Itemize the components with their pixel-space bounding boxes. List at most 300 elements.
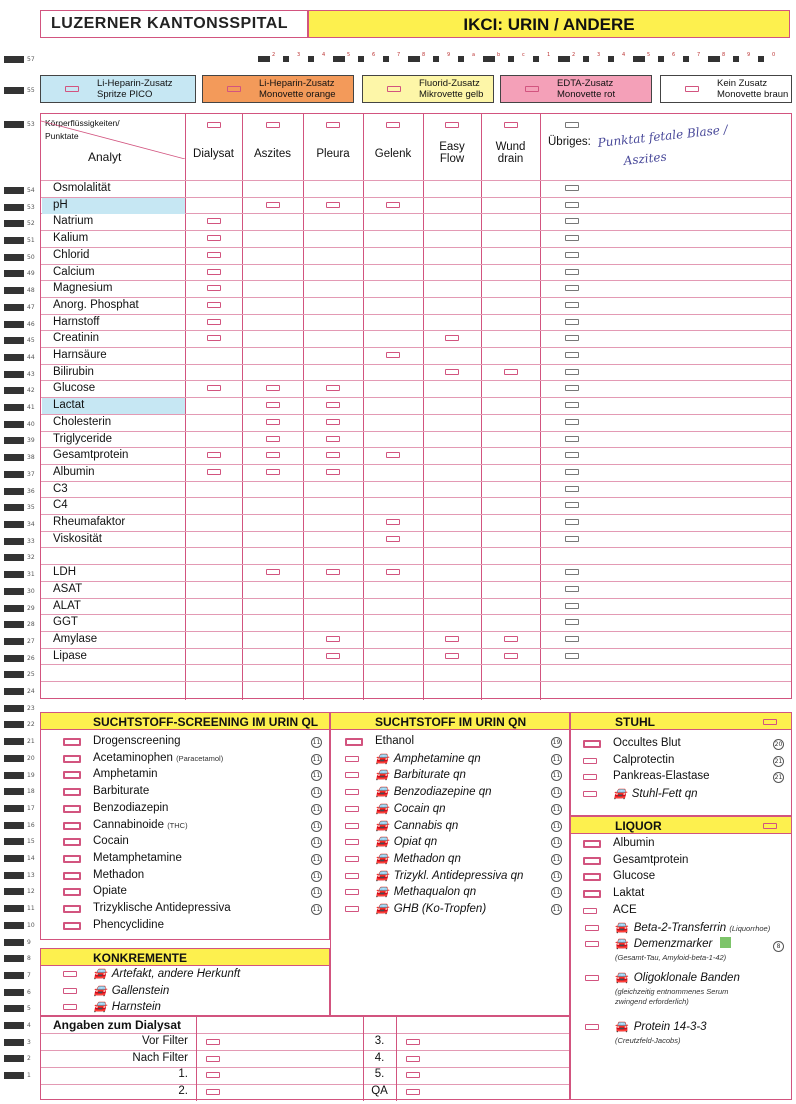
tube-checkbox[interactable] — [65, 86, 79, 92]
margin-number: 40 — [27, 421, 35, 428]
analyte-label: C4 — [53, 499, 68, 511]
dialysat-column-divider — [196, 1017, 197, 1101]
strip-bar — [733, 56, 739, 62]
analyte-checkbox[interactable] — [266, 202, 280, 208]
analyte-checkbox[interactable] — [565, 335, 579, 341]
row-divider — [41, 564, 791, 565]
margin-mark — [4, 287, 24, 294]
liquor-item — [613, 887, 644, 899]
transport-icon: 🚘 — [93, 968, 107, 980]
margin-number: 6 — [27, 989, 31, 996]
konkremente-checkbox[interactable] — [63, 1004, 77, 1010]
screening-qn-checkbox[interactable] — [345, 806, 359, 812]
analyte-checkbox[interactable] — [445, 335, 459, 341]
margin-number: 24 — [27, 688, 35, 695]
margin-number: 39 — [27, 437, 35, 444]
screening-ql-checkbox[interactable] — [63, 838, 81, 846]
analyte-checkbox[interactable] — [565, 636, 579, 642]
column-checkbox[interactable] — [504, 122, 518, 128]
transport-icon: 🚘 — [93, 1001, 107, 1014]
transport-icon: 🚘 — [375, 886, 389, 899]
analyte-checkbox[interactable] — [266, 452, 280, 458]
analyte-checkbox[interactable] — [266, 385, 280, 391]
analyte-checkbox[interactable] — [386, 452, 400, 458]
margin-mark — [4, 772, 24, 779]
stuhl-number: 21 — [774, 757, 783, 765]
row-divider — [41, 631, 791, 632]
screening-qn-number: 11 — [552, 755, 561, 763]
screening-qn-label: Opiat qn — [393, 836, 438, 849]
column-checkbox[interactable] — [445, 122, 459, 128]
tube-checkbox[interactable] — [387, 86, 401, 92]
dialysat-left-checkbox[interactable] — [206, 1056, 220, 1062]
analyte-checkbox[interactable] — [326, 402, 340, 408]
screening-qn-label: Amphetamine qn — [393, 752, 481, 765]
analyte-label: Chlorid — [53, 249, 90, 261]
strip-bar — [583, 56, 589, 62]
dialysat-left-label: Nach Filter — [132, 1051, 188, 1064]
analyte-checkbox[interactable] — [565, 402, 579, 408]
row-divider — [41, 347, 791, 348]
analyte-checkbox[interactable] — [386, 569, 400, 575]
analyte-checkbox[interactable] — [565, 385, 579, 391]
liquor-title: LIQUOR — [571, 817, 791, 834]
analyte-checkbox[interactable] — [207, 285, 221, 291]
screening-qn-checkbox[interactable] — [345, 839, 359, 845]
screening-ql-number: 11 — [312, 889, 321, 897]
margin-mark — [4, 421, 24, 428]
column-header-line-2: drain — [497, 153, 524, 165]
margin-number: 29 — [27, 605, 35, 612]
column-header — [242, 148, 303, 160]
analyte-checkbox[interactable] — [207, 469, 221, 475]
konkremente-title: KONKREMENTE — [41, 949, 329, 966]
screening-qn-label: GHB (Ko-Tropfen) — [393, 903, 487, 915]
screening-ql-label: Cannabinoide — [93, 818, 164, 831]
liquor-checkbox[interactable] — [583, 840, 601, 848]
margin-number: 17 — [27, 805, 35, 812]
screening-ql-checkbox[interactable] — [63, 788, 81, 796]
screening-ql-number: 11 — [312, 755, 321, 763]
screening-qn-checkbox[interactable] — [345, 756, 359, 762]
analyte-checkbox[interactable] — [565, 502, 579, 508]
analyte-checkbox[interactable] — [207, 319, 221, 325]
screening-ql-label: Barbiturate — [93, 785, 150, 798]
analyte-checkbox[interactable] — [565, 352, 579, 358]
liquor-checkbox[interactable] — [583, 890, 601, 898]
column-header — [423, 141, 481, 165]
konkremente-item — [93, 967, 240, 980]
analyte-checkbox[interactable] — [565, 436, 579, 442]
screening-ql-checkbox[interactable] — [63, 805, 81, 813]
strip-bar — [308, 56, 314, 62]
analyte-checkbox[interactable] — [445, 369, 459, 375]
analyte-checkbox[interactable] — [266, 569, 280, 575]
analyte-checkbox[interactable] — [565, 252, 579, 258]
analyte-checkbox[interactable] — [504, 369, 518, 375]
margin-number: 57 — [27, 56, 35, 63]
analyte-label: GGT — [53, 616, 78, 628]
analyte-checkbox[interactable] — [565, 569, 579, 575]
dialysat-right-checkbox[interactable] — [406, 1056, 420, 1062]
screening-qn-checkbox[interactable] — [345, 823, 359, 829]
analyte-checkbox[interactable] — [504, 636, 518, 642]
analyte-checkbox[interactable] — [565, 218, 579, 224]
stuhl-checkbox[interactable] — [583, 774, 597, 780]
strip-number: 1 — [547, 52, 551, 58]
strip-number: 6 — [672, 52, 676, 58]
margin-number: 34 — [27, 521, 35, 528]
margin-number: 49 — [27, 270, 35, 277]
liquor-beta2-label: Beta-2-Transferrin — [633, 922, 727, 934]
analyte-checkbox[interactable] — [326, 202, 340, 208]
margin-mark — [4, 989, 24, 996]
hospital-name: LUZERNER KANTONSSPITAL — [40, 10, 308, 38]
liquor-demenz-number: 8 — [773, 941, 784, 952]
screening-qn-number: 19 — [552, 739, 561, 746]
analyte-label: Calcium — [53, 266, 95, 278]
strip-number: 4 — [322, 52, 326, 58]
analyte-label: Viskosität — [53, 533, 103, 545]
analyte-checkbox[interactable] — [326, 419, 340, 425]
dialysat-right-checkbox[interactable] — [406, 1089, 420, 1095]
row-divider — [41, 547, 791, 548]
screening-qn-checkbox[interactable] — [345, 889, 359, 895]
strip-number: 2 — [572, 52, 576, 58]
analyte-checkbox[interactable] — [565, 519, 579, 525]
strip-bar — [458, 56, 464, 62]
strip-number: 7 — [697, 52, 701, 58]
analyte-checkbox[interactable] — [326, 469, 340, 475]
analyte-checkbox[interactable] — [266, 436, 280, 442]
margin-mark — [4, 872, 24, 879]
analyte-checkbox[interactable] — [326, 436, 340, 442]
liquor-demenz-label: Demenzmarker — [633, 938, 713, 950]
analyte-checkbox[interactable] — [565, 586, 579, 592]
transport-icon: 🚘 — [375, 869, 389, 882]
tube-line-1: Fluorid-Zusatz — [419, 78, 480, 89]
transport-icon: 🚘 — [375, 786, 389, 799]
margin-number: 41 — [27, 404, 35, 411]
stuhl-checkbox[interactable] — [583, 740, 601, 748]
liquor-checkbox[interactable] — [583, 873, 601, 881]
margin-mark — [4, 220, 24, 227]
analyte-checkbox[interactable] — [326, 385, 340, 391]
screening-ql-label: Drogenscreening — [93, 735, 181, 747]
screening-ql-item — [93, 852, 182, 864]
konkremente-label: Artefakt, andere Herkunft — [111, 968, 241, 980]
screening-ql-sub: (THC) — [167, 820, 188, 830]
analyte-checkbox[interactable] — [207, 252, 221, 258]
margin-mark — [4, 955, 24, 962]
screening-qn-checkbox[interactable] — [345, 873, 359, 879]
liquor-all-checkbox[interactable] — [763, 823, 777, 829]
margin-number: 42 — [27, 387, 35, 394]
screening-ql-checkbox[interactable] — [63, 922, 81, 930]
column-header-line-2: Flow — [439, 153, 465, 165]
analyte-checkbox[interactable] — [326, 452, 340, 458]
analyte-checkbox[interactable] — [386, 519, 400, 525]
margin-number: 53 — [27, 204, 35, 211]
margin-mark — [4, 304, 24, 311]
screening-qn-checkbox[interactable] — [345, 772, 359, 778]
margin-number: 8 — [27, 955, 31, 962]
liquor-beta2-sub: (Liquorrhoe) — [729, 924, 771, 933]
tube-line-2: Spritze PICO — [97, 89, 153, 100]
analyte-label: ASAT — [53, 583, 83, 595]
screening-ql-label: Metamphetamine — [93, 851, 182, 864]
strip-number: 8 — [722, 52, 726, 58]
tube-checkbox[interactable] — [685, 86, 699, 92]
dialysat-section — [40, 1016, 570, 1100]
screening-ql-item — [93, 902, 231, 914]
stuhl-checkbox[interactable] — [583, 791, 597, 797]
column-header-line-1: Wund — [495, 141, 526, 153]
margin-mark — [4, 387, 24, 394]
analyte-checkbox[interactable] — [565, 536, 579, 542]
tube-checkbox[interactable] — [227, 86, 241, 92]
analyte-label: Albumin — [53, 466, 95, 478]
transport-icon: 🚘 — [615, 1021, 629, 1033]
margin-number: 44 — [27, 354, 35, 361]
other-column-checkbox[interactable] — [565, 122, 579, 128]
konkremente-section — [40, 948, 330, 1016]
row-divider — [41, 230, 791, 231]
margin-number: 13 — [27, 872, 35, 879]
screening-ql-number: 11 — [312, 839, 321, 847]
margin-number: 31 — [27, 571, 35, 578]
analyte-checkbox[interactable] — [386, 536, 400, 542]
form-title: IKCI: URIN / ANDERE — [308, 10, 790, 38]
dialysat-right-checkbox[interactable] — [406, 1039, 420, 1045]
analyte-checkbox[interactable] — [565, 419, 579, 425]
margin-mark — [4, 354, 24, 361]
konkremente-checkbox[interactable] — [63, 988, 77, 994]
analyte-checkbox[interactable] — [445, 636, 459, 642]
analyte-checkbox[interactable] — [207, 452, 221, 458]
liquor-beta2-checkbox[interactable] — [585, 925, 599, 931]
analyte-checkbox[interactable] — [565, 202, 579, 208]
margin-mark — [4, 437, 24, 444]
dialysat-row-divider — [41, 1033, 569, 1034]
analyte-checkbox[interactable] — [565, 603, 579, 609]
screening-qn-item — [375, 735, 414, 747]
analyte-checkbox[interactable] — [207, 269, 221, 275]
strip-bar — [433, 56, 439, 62]
analyte-checkbox[interactable] — [565, 486, 579, 492]
liquor-label: Glucose — [613, 870, 656, 883]
screening-ql-checkbox[interactable] — [63, 822, 81, 830]
margin-mark — [4, 655, 24, 662]
analyte-checkbox[interactable] — [565, 185, 579, 191]
margin-mark — [4, 1072, 24, 1079]
analyte-checkbox[interactable] — [207, 385, 221, 391]
analyte-checkbox[interactable] — [207, 218, 221, 224]
screening-ql-checkbox[interactable] — [63, 905, 81, 913]
margin-number: 3 — [27, 1039, 31, 1046]
analyte-label: Cholesterin — [53, 416, 112, 428]
liquor-checkbox[interactable] — [583, 908, 597, 914]
screening-qn-checkbox[interactable] — [345, 906, 359, 912]
analyte-checkbox[interactable] — [326, 569, 340, 575]
margin-mark — [4, 404, 24, 411]
column-header-line-1: Dialysat — [193, 148, 234, 160]
tube-line-2: Monovette rot — [557, 89, 616, 100]
screening-qn-item — [375, 902, 486, 915]
tube-checkbox[interactable] — [525, 86, 539, 92]
transport-icon: 🚘 — [375, 903, 389, 915]
strip-bar — [408, 56, 420, 62]
analyte-checkbox[interactable] — [565, 319, 579, 325]
analyte-checkbox[interactable] — [565, 369, 579, 375]
screening-qn-section — [330, 712, 570, 1016]
margin-mark — [4, 705, 24, 712]
analyte-checkbox[interactable] — [386, 202, 400, 208]
stuhl-checkbox[interactable] — [583, 758, 597, 764]
analyte-checkbox[interactable] — [266, 469, 280, 475]
row-divider — [41, 648, 791, 649]
stuhl-item — [613, 737, 681, 749]
screening-qn-checkbox[interactable] — [345, 789, 359, 795]
analyte-label: Creatinin — [53, 332, 100, 344]
analyte-checkbox[interactable] — [266, 419, 280, 425]
screening-ql-sub: (Paracetamol) — [176, 753, 224, 763]
screening-ql-item — [93, 752, 223, 764]
row-divider — [41, 380, 791, 381]
margin-mark — [4, 638, 24, 645]
analyte-checkbox[interactable] — [207, 235, 221, 241]
strip-bar — [683, 56, 689, 62]
analyte-checkbox[interactable] — [445, 653, 459, 659]
screening-ql-number: 11 — [312, 906, 321, 913]
margin-number: 53 — [27, 121, 35, 128]
analyte-checkbox[interactable] — [565, 469, 579, 475]
column-header-line-1: Gelenk — [374, 148, 412, 160]
screening-ql-checkbox[interactable] — [63, 755, 81, 763]
liquor-protein-sub: (Creutzfeld-Jacobs) — [615, 1036, 681, 1045]
analyte-checkbox[interactable] — [565, 653, 579, 659]
screening-ql-checkbox[interactable] — [63, 738, 81, 746]
liquor-item — [613, 870, 655, 882]
stuhl-all-checkbox[interactable] — [763, 719, 777, 725]
analyte-checkbox[interactable] — [266, 402, 280, 408]
margin-mark — [4, 621, 24, 628]
analyte-checkbox[interactable] — [386, 352, 400, 358]
margin-mark — [4, 371, 24, 378]
screening-ql-item — [93, 735, 181, 747]
analyte-label: Glucose — [53, 382, 96, 394]
margin-number: 51 — [27, 237, 35, 244]
margin-mark — [4, 721, 24, 728]
dialysat-left-checkbox[interactable] — [206, 1072, 220, 1078]
screening-qn-label: Barbiturate qn — [393, 769, 466, 782]
row-divider — [41, 581, 791, 582]
margin-number: 48 — [27, 287, 35, 294]
column-header-line-1: Aszites — [253, 148, 292, 160]
analyte-checkbox[interactable] — [565, 235, 579, 241]
column-checkbox[interactable] — [326, 122, 340, 128]
screening-qn-checkbox[interactable] — [345, 856, 359, 862]
stuhl-label: Occultes Blut — [613, 737, 681, 749]
row-divider — [41, 447, 791, 448]
margin-mark — [4, 838, 24, 845]
margin-mark — [4, 855, 24, 862]
column-checkbox[interactable] — [386, 122, 400, 128]
analyte-table — [40, 113, 792, 699]
analyte-checkbox[interactable] — [207, 335, 221, 341]
dialysat-right-checkbox[interactable] — [406, 1072, 420, 1078]
screening-qn-item — [375, 785, 492, 798]
analyte-checkbox[interactable] — [565, 452, 579, 458]
liquor-protein-checkbox[interactable] — [585, 1024, 599, 1030]
screening-ql-checkbox[interactable] — [63, 855, 81, 863]
other-label: Übriges: — [548, 136, 591, 148]
margin-mark — [4, 671, 24, 678]
stuhl-number: 21 — [774, 774, 783, 782]
margin-mark — [4, 488, 24, 495]
margin-mark — [4, 87, 24, 94]
dialysat-right-label: QA — [371, 1085, 388, 1098]
margin-number: 47 — [27, 304, 35, 311]
margin-mark — [4, 204, 24, 211]
tube-line-1: Kein Zusatz — [717, 78, 768, 89]
analyte-checkbox[interactable] — [565, 619, 579, 625]
dialysat-left-checkbox[interactable] — [206, 1089, 220, 1095]
column-checkbox[interactable] — [207, 122, 221, 128]
screening-qn-number: 11 — [552, 855, 561, 863]
margin-mark — [4, 822, 24, 829]
row-divider — [41, 314, 791, 315]
column-checkbox[interactable] — [266, 122, 280, 128]
margin-number: 26 — [27, 655, 35, 662]
strip-bar — [483, 56, 495, 62]
transport-icon: 🚘 — [615, 938, 629, 950]
strip-bar — [258, 56, 270, 62]
screening-ql-label: Methadon — [93, 868, 145, 881]
transport-icon: 🚘 — [615, 922, 629, 934]
analyte-checkbox[interactable] — [326, 636, 340, 642]
column-divider — [481, 114, 482, 700]
analyte-checkbox[interactable] — [565, 269, 579, 275]
analyte-checkbox[interactable] — [504, 653, 518, 659]
row-divider — [41, 481, 791, 482]
analyte-checkbox[interactable] — [565, 302, 579, 308]
analyte-checkbox[interactable] — [207, 302, 221, 308]
analyte-label: Magnesium — [53, 282, 113, 294]
screening-qn-item — [375, 802, 446, 815]
analyte-checkbox[interactable] — [326, 653, 340, 659]
margin-mark — [4, 905, 24, 912]
liquor-checkbox[interactable] — [583, 857, 601, 865]
liquor-oligo-checkbox[interactable] — [585, 975, 599, 981]
strip-bar — [558, 56, 570, 62]
margin-mark — [4, 254, 24, 261]
screening-ql-checkbox[interactable] — [63, 888, 81, 896]
screening-ql-checkbox[interactable] — [63, 771, 81, 779]
screening-ql-checkbox[interactable] — [63, 872, 81, 880]
liquor-demenz-checkbox[interactable] — [585, 941, 599, 947]
row-divider — [41, 531, 791, 532]
column-divider — [242, 114, 243, 700]
screening-qn-checkbox[interactable] — [345, 738, 363, 746]
analyte-checkbox[interactable] — [565, 285, 579, 291]
dialysat-left-checkbox[interactable] — [206, 1039, 220, 1045]
konkremente-checkbox[interactable] — [63, 971, 77, 977]
analyte-label: C3 — [53, 483, 68, 495]
screening-ql-item — [93, 835, 129, 847]
margin-mark — [4, 521, 24, 528]
analyte-label: Gesamtprotein — [53, 449, 129, 461]
